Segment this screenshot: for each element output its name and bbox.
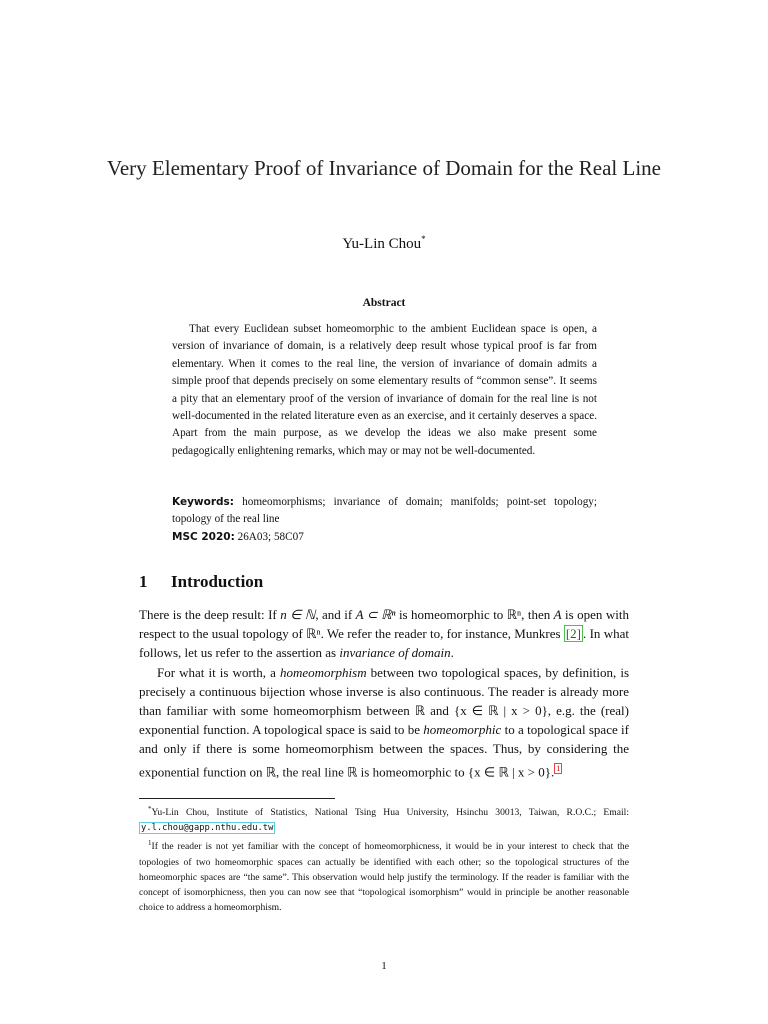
author-footnote-mark[interactable]: * <box>421 234 426 244</box>
citation-link[interactable]: [2] <box>565 626 582 642</box>
paragraph-2: For what it is worth, a homeomorphism between two topological spaces, by definition, is precisely a continuous bijection whose inverse is also continuous. The reader is already more than familiar with some homeomorphism between ℝ and {x ∈ ℝ | x > 0}, e.g. the (real) exponential function. A topological space is said to be homeomorphic to a topological space if and only if there is some homeomorphism between the spaces. Thus, by considering the exponential function on ℝ, the real line ℝ is homeomorphic to {x ∈ ℝ | x > 0}. $^1$ <box>139 664 629 779</box>
paper-title: Very Elementary Proof of Invariance of Domain for the Real Line <box>107 156 661 180</box>
author-line <box>0 234 768 253</box>
section-heading <box>139 572 263 592</box>
section-body <box>139 605 629 781</box>
author-footnote: *Yu-Lin Chou, Institute of Statistics, National Tsing Hua University, Hsinchu 30013, Taiwan, R.O.C.; Email: y.l.chou@gapp.nthu.edu.tw <box>141 805 629 834</box>
abstract-text: That every Euclidean subset homeomorphic to the ambient Euclidean space is open, a version of invariance of domain, is a relatively deep result whose typical proof is far from elementary. When it comes to the real line, the version of invariance of domain admits a simple proof that depends precisely on some elementary results of “common sense”. It seems a pity that an elementary proof of the version of invariance of domain for the real line is not well-documented in the related literature even as an exercise, and it certainly deserves a space. Apart from the main purpose, as we develop the ideas we also make present some pedagogically enlightening remarks, which may or may not be well-documented. <box>172 323 597 457</box>
page-number: 1 <box>381 960 387 972</box>
email-link[interactable]: y.l.chou@gapp.nthu.edu.tw <box>141 823 274 834</box>
author-name: Yu-Lin Chou <box>342 236 422 252</box>
footnote-1: $^1$If the reader is not yet familiar with the concept of homeomorphicness, it would be in your interest to check that the topologies of two homeomorphic spaces can actually be identified with each other; so the topological structures of the homeomorphic spaces are “the same”. This observation would help justify the terminology. If the reader is familiar with the concept of isomorphicness, then you can now see that “topological isomorphism” would in principle be another reasonable choice to address a homeomorphism. <box>139 839 629 913</box>
footnotes <box>139 802 629 915</box>
keywords <box>172 494 597 528</box>
abstract-heading: Abstract <box>362 297 406 309</box>
msc-classification <box>172 529 597 546</box>
msc-label: MSC 2020: <box>172 531 235 543</box>
footnote-rule <box>139 798 335 799</box>
section-number: 1 <box>139 572 148 591</box>
paragraph-1: There is the deep result: If n ∈ ℕ, and if A ⊂ ℝⁿ is homeomorphic to ℝⁿ, then A is open with respect to the usual topology of ℝⁿ. We refer the reader to, for instance, Munkres [2] . In what follows, let us refer to the assertion as invariance of domain. <box>139 607 629 661</box>
keywords-label: Keywords: <box>172 496 234 508</box>
footnote-link[interactable]: 1 <box>556 763 561 773</box>
keywords-text: homeomorphisms; invariance of domain; manifolds; point-set topology; topology of the real line <box>172 496 598 525</box>
msc-text: 26A03; 58C07 <box>237 531 304 543</box>
section-title: Introduction <box>171 572 264 591</box>
